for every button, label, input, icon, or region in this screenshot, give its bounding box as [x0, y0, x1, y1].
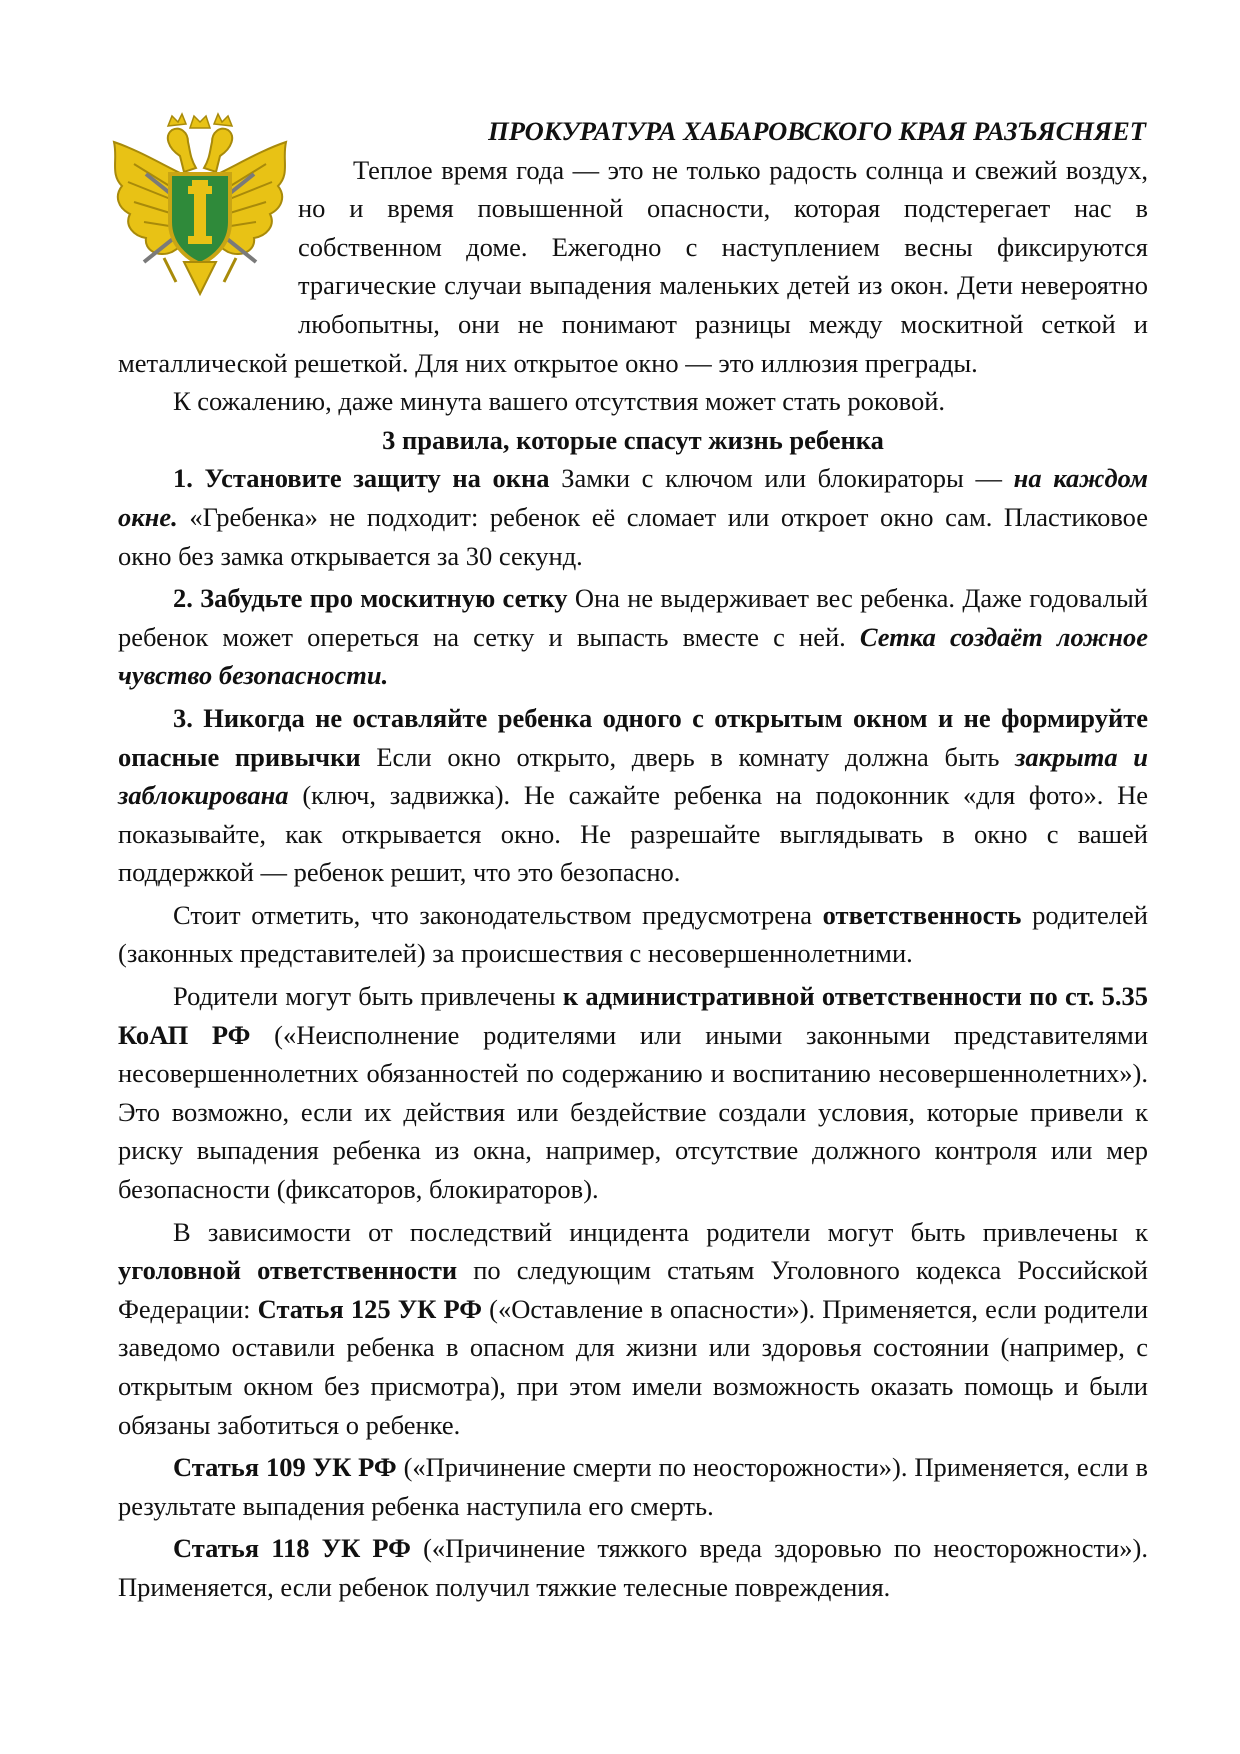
admin-bold: к административной ответственности по ст. 5.35 КоАП РФ — [118, 981, 1148, 1050]
emblem-spacer — [118, 150, 298, 310]
document-body — [118, 112, 1148, 1607]
criminal-text: В зависимости от последствий инцидента родители могут быть привлечены к — [173, 1216, 1148, 1247]
criminal-bold: уголовной ответственности — [118, 1255, 458, 1286]
admin-text-end: («Неисполнение родителями или иными законными представителями несовершеннолетних обязанностей по содержанию и воспитанию несовершеннолетних»). Это возможно, если их действия или бездействие создали условия, которые привели к риску выпадения ребенка из окна, например, отсутствие должного контроля или мер безопасности (фиксаторов, блокираторов). — [118, 1019, 1148, 1205]
rule-3-emphasis: закрыта и заблокирована — [118, 741, 1148, 811]
administrative-liability-paragraph — [118, 977, 1148, 1209]
rule-1-text: Замки с ключом или блокираторы — — [549, 463, 1014, 494]
page-title: ПРОКУРАТУРА ХАБАРОВСКОГО КРАЯ РАЗЪЯСНЯЕТ — [488, 116, 1146, 146]
admin-text: Родители могут быть привлечены — [173, 981, 563, 1012]
article-109-bold: Статья 109 УК РФ — [173, 1452, 397, 1483]
intro-warning-paragraph: К сожалению, даже минута вашего отсутствия может стать роковой. — [173, 386, 946, 417]
article-118-bold: Статья 118 УК РФ — [173, 1533, 411, 1564]
article-109-paragraph — [118, 1448, 1148, 1525]
liability-text: Стоит отметить, что законодательством предусмотрена — [173, 899, 823, 930]
liability-text-end: родителей (законных представителей) за происшествия с несовершеннолетними. — [118, 899, 1148, 969]
article-125-bold: Статья 125 УК РФ — [257, 1293, 483, 1324]
rule-3-paragraph — [118, 699, 1148, 892]
rule-2-lead: 2. Забудьте про москитную сетку — [173, 583, 568, 614]
rule-2-paragraph — [118, 579, 1148, 695]
rules-heading: 3 правила, которые спасут жизнь ребенка — [382, 424, 884, 455]
rule-1-emphasis: на каждом окне. — [118, 463, 1148, 532]
criminal-text-mid: по следующим статьям Уголовного кодекса Российской Федерации: — [118, 1255, 1148, 1324]
rule-1-text-end: «Гребенка» не подходит: ребенок её сломает или откроет окно сам. Пластиковое окно без замка открывается за 30 секунд. — [118, 501, 1148, 571]
liability-bold: ответственность — [822, 899, 1022, 930]
article-118-text: («Причинение тяжкого вреда здоровью по неосторожности»). Применяется, если ребенок получил тяжкие телесные повреждения. — [118, 1533, 1148, 1602]
intro-paragraph: Теплое время года — это не только радость солнца и свежий воздух, но и время повышенной опасности, которая подстерегает нас в собственном доме. Ежегодно с наступлением весны фиксируются трагические случаи выпадения маленьких детей из окон. Дети невероятно любопытны, они не понимают разницы между москитной сеткой и металлической решеткой. Для них открытое окно — это иллюзия преграды. — [118, 154, 1148, 378]
criminal-liability-paragraph — [118, 1213, 1148, 1445]
liability-paragraph — [118, 896, 1148, 973]
article-118-paragraph — [118, 1529, 1148, 1606]
article-109-text: («Причинение смерти по неосторожности»). Применяется, если в результате выпадения ребенка наступила его смерть. — [118, 1452, 1148, 1521]
rule-3-text: Если окно открыто, дверь в комнату должна быть — [360, 741, 1016, 772]
rule-2-emphasis: Сетка создаёт ложное чувство безопасности. — [118, 621, 1149, 691]
criminal-text-end: («Оставление в опасности»). Применяется, если родители заведомо оставили ребенка в опасном для жизни или здоровья состоянии (например, с открытым окном без присмотра), при этом имели возможность оказать помощь и были обязаны заботиться о ребенке. — [118, 1293, 1149, 1440]
rule-3-lead: 3. Никогда не оставляйте ребенка одного с открытым окном и не формируйте опасные привычки — [118, 702, 1148, 772]
rule-1-paragraph — [118, 459, 1148, 575]
rule-2-text: Она не выдерживает вес ребенка. Даже годовалый ребенок может опереться на сетку и выпасть вместе с ней. — [118, 583, 1148, 652]
rule-1-lead: 1. Установите защиту на окна — [173, 463, 550, 494]
rule-3-text-end: (ключ, задвижка). Не сажайте ребенка на подоконник «для фото». Не показывайте, как открывается окно. Не разрешайте выглядывать в окно с вашей поддержкой — ребенок решит, что это безопасно. — [118, 780, 1148, 888]
